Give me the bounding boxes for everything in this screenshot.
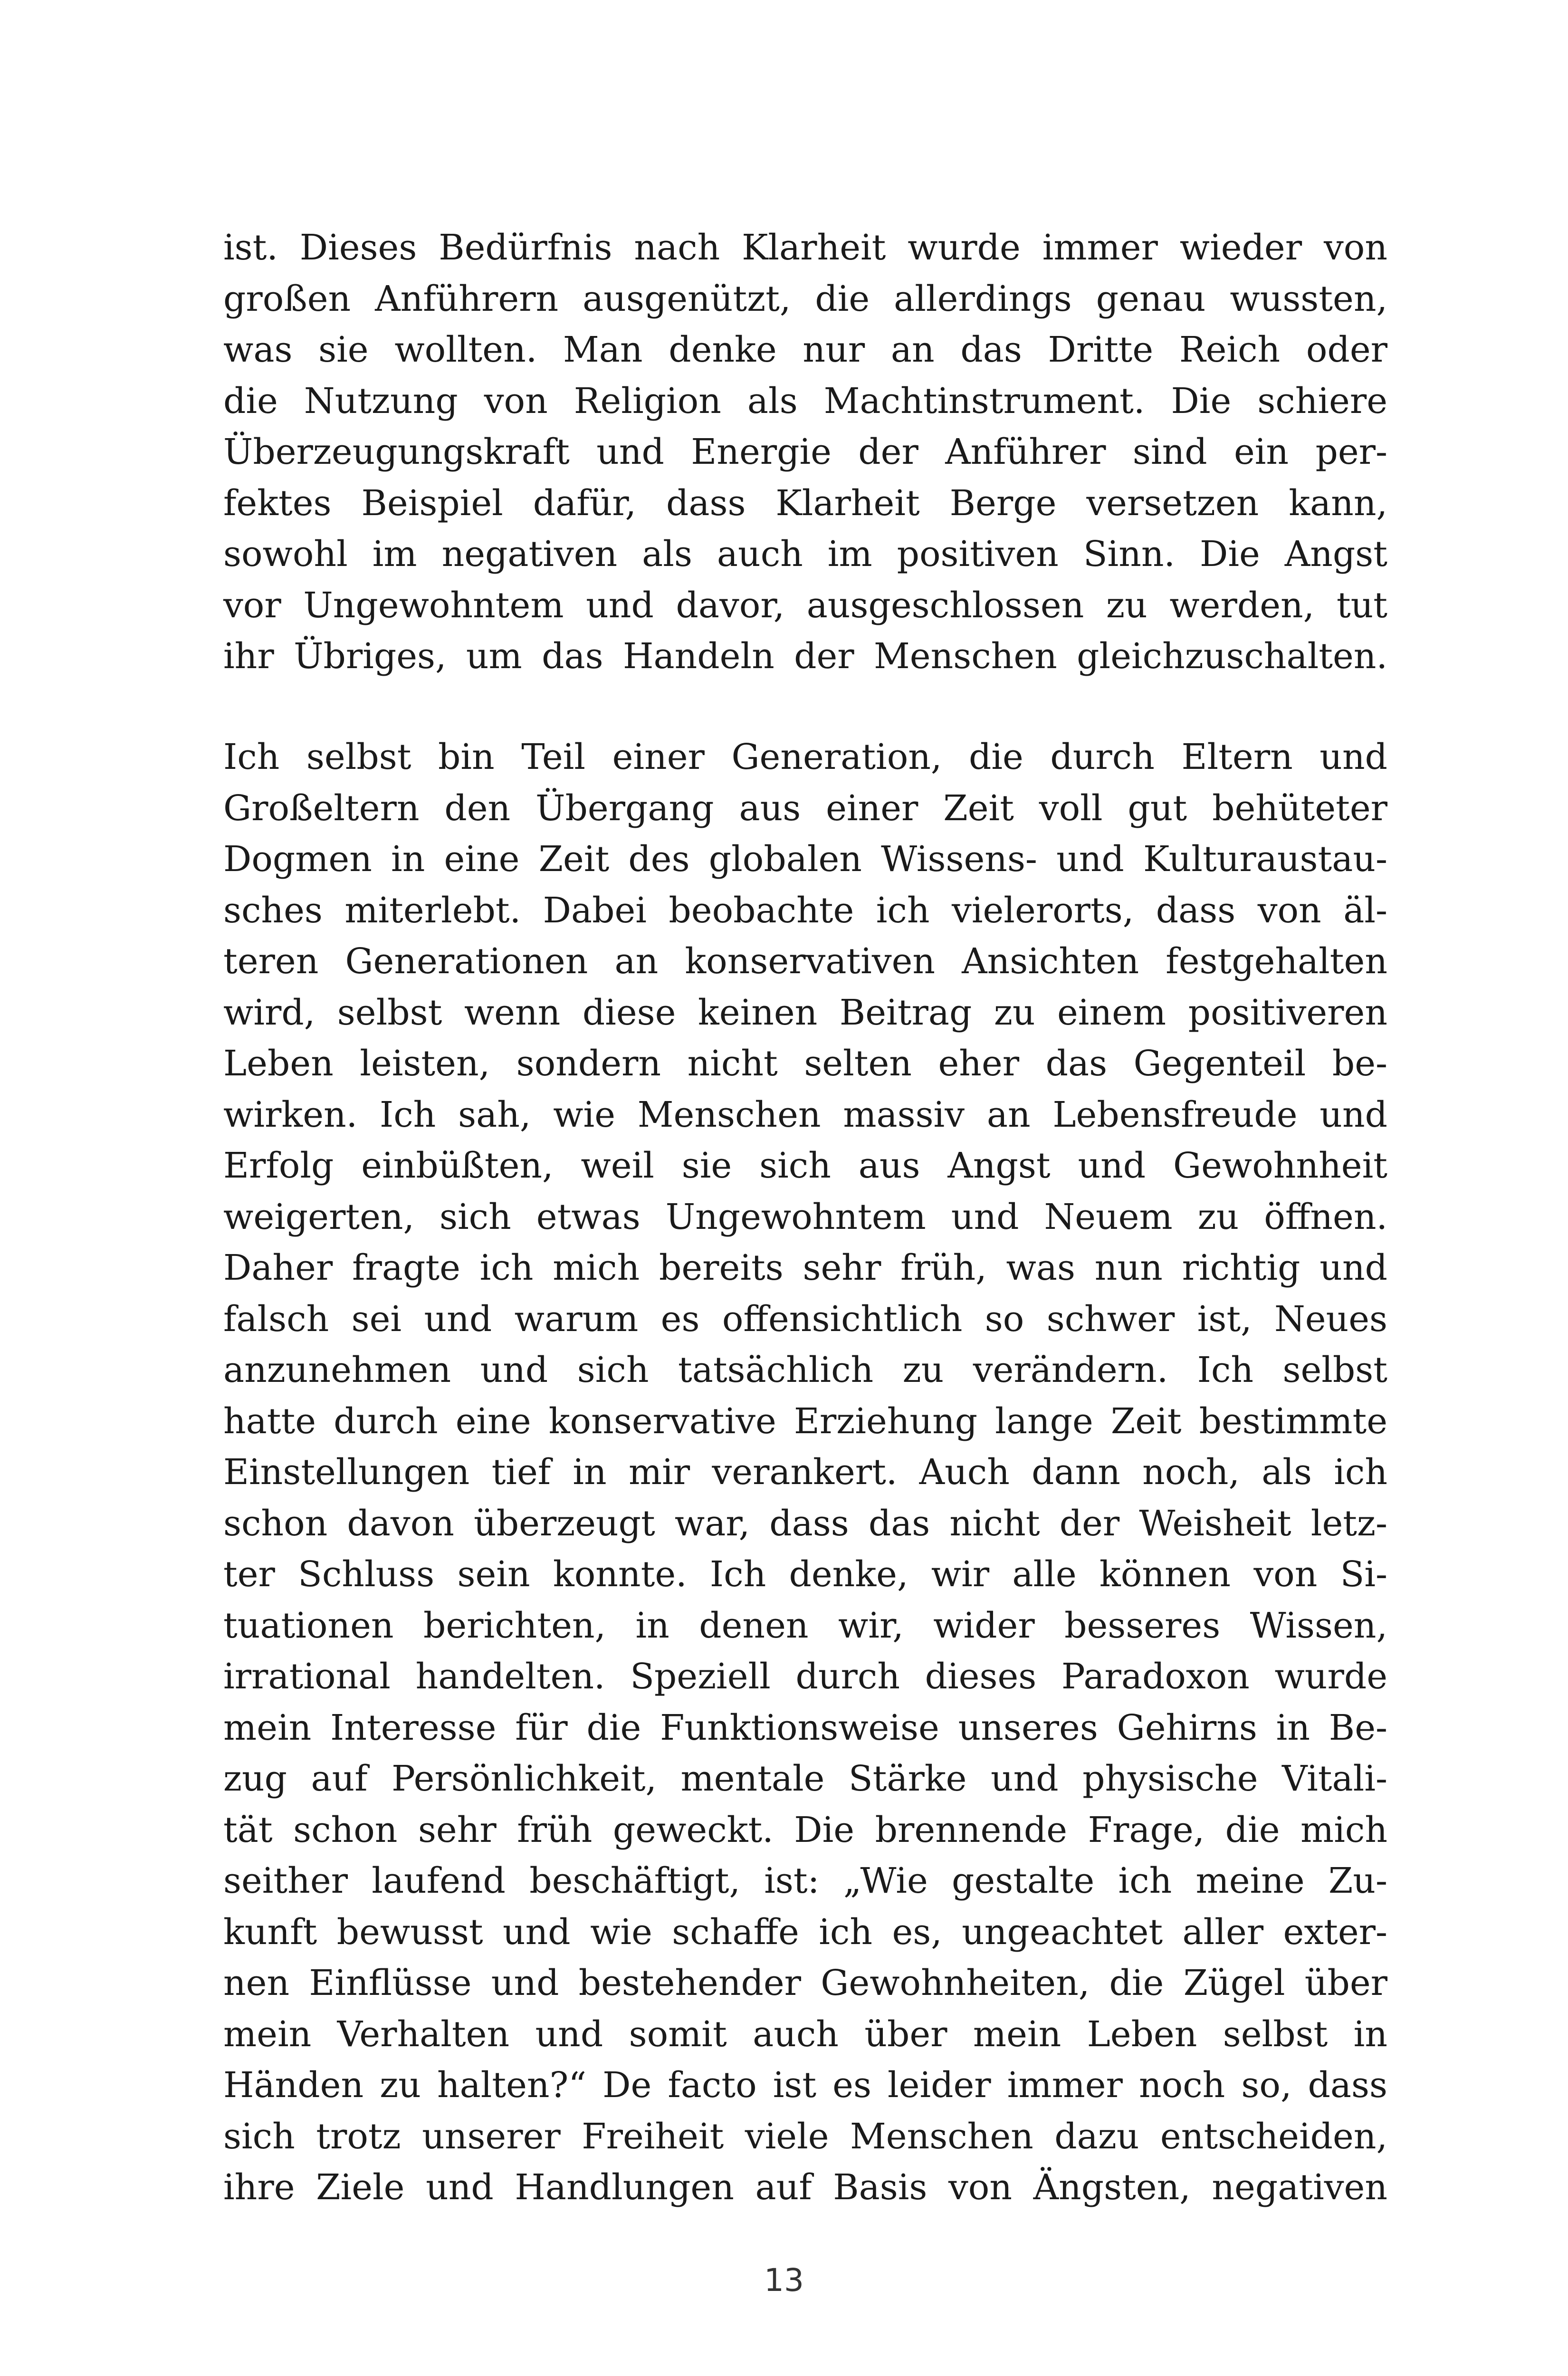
text-line: schon davon überzeugt war, dass das nicht der Weisheit letz- [223,1503,1387,1544]
text-line: sowohl im negativen als auch im positiven Sinn. Die Angst [223,534,1387,575]
text-line: teren Generationen an konservativen Ansichten festgehalten [223,941,1387,982]
text-line: wird, selbst wenn diese keinen Beitrag zu einem positiveren [223,992,1387,1033]
page-number: 13 [764,2262,804,2299]
text-line: ihre Ziele und Handlungen auf Basis von Ängsten, negativen [223,2167,1387,2208]
text-line: ist. Dieses Bedürfnis nach Klarheit wurde immer wieder von [223,227,1387,268]
text-line: tät schon sehr früh geweckt. Die brennende Frage, die mich [223,1809,1387,1850]
paragraph-2 [223,732,1387,2213]
text-line: Dogmen in eine Zeit des globalen Wissens- und Kulturaustau- [223,839,1387,880]
text-line: sches miterlebt. Dabei beobachte ich vielerorts, dass von äl- [223,890,1387,931]
text-line: ihr Übriges, um das Handeln der Menschen gleichzuschalten. [223,636,1387,677]
text-line: die Nutzung von Religion als Machtinstrument. Die schiere [223,380,1387,422]
text-line: hatte durch eine konservative Erziehung lange Zeit bestimmte [223,1400,1387,1442]
text-line: Erfolg einbüßten, weil sie sich aus Angst und Gewohnheit [223,1145,1387,1186]
text-line: sich trotz unserer Freiheit viele Menschen dazu entscheiden, [223,2116,1387,2157]
text-line: Leben leisten, sondern nicht selten eher das Gegenteil be- [223,1043,1387,1084]
text-line: fektes Beispiel dafür, dass Klarheit Berge versetzen kann, [223,482,1387,524]
text-line: Ich selbst bin Teil einer Generation, die durch Eltern und [223,737,1387,777]
text-line: ter Schluss sein konnte. Ich denke, wir alle können von Si- [223,1554,1387,1595]
text-line: mein Verhalten und somit auch über mein Leben selbst in [223,2013,1387,2055]
text-line: tuationen berichten, in denen wir, wider besseres Wissen, [223,1605,1387,1646]
text-line: nen Einflüsse und bestehender Gewohnheiten, die Zügel über [223,1963,1387,2003]
text-line: großen Anführern ausgenützt, die allerdings genau wussten, [223,278,1387,319]
text-line: vor Ungewohntem und davor, ausgeschlossen zu werden, tut [223,584,1387,626]
text-line: wirken. Ich sah, wie Menschen massiv an Lebensfreude und [223,1094,1387,1135]
text-line: seither laufend beschäftigt, ist: „Wie gestalte ich meine Zu- [223,1860,1387,1901]
text-line: Daher fragte ich mich bereits sehr früh, was nun richtig und [223,1247,1387,1288]
text-line: kunft bewusst und wie schaffe ich es, ungeachtet aller exter- [223,1911,1387,1953]
text-line: Überzeugungskraft und Energie der Anführer sind ein per- [223,431,1387,472]
text-line: anzunehmen und sich tatsächlich zu verändern. Ich selbst [223,1350,1387,1390]
text-line: Einstellungen tief in mir verankert. Auch dann noch, als ich [223,1452,1387,1493]
text-line: irrational handelten. Speziell durch dieses Paradoxon wurde [223,1656,1387,1697]
text-line: mein Interesse für die Funktionsweise unseres Gehirns in Be- [223,1707,1387,1748]
text-line: Großeltern den Übergang aus einer Zeit voll gut behüteter [223,787,1387,829]
text-line: zug auf Persönlichkeit, mentale Stärke und physische Vitali- [223,1758,1387,1799]
text-line: weigerten, sich etwas Ungewohntem und Neuem zu öffnen. [223,1196,1387,1237]
text-line: was sie wollten. Man denke nur an das Dritte Reich oder [223,329,1387,370]
text-line: Händen zu halten?“ De facto ist es leider immer noch so, dass [223,2065,1387,2106]
text-line: falsch sei und warum es offensichtlich so schwer ist, Neues [223,1298,1387,1340]
paragraph-1 [223,222,1387,682]
